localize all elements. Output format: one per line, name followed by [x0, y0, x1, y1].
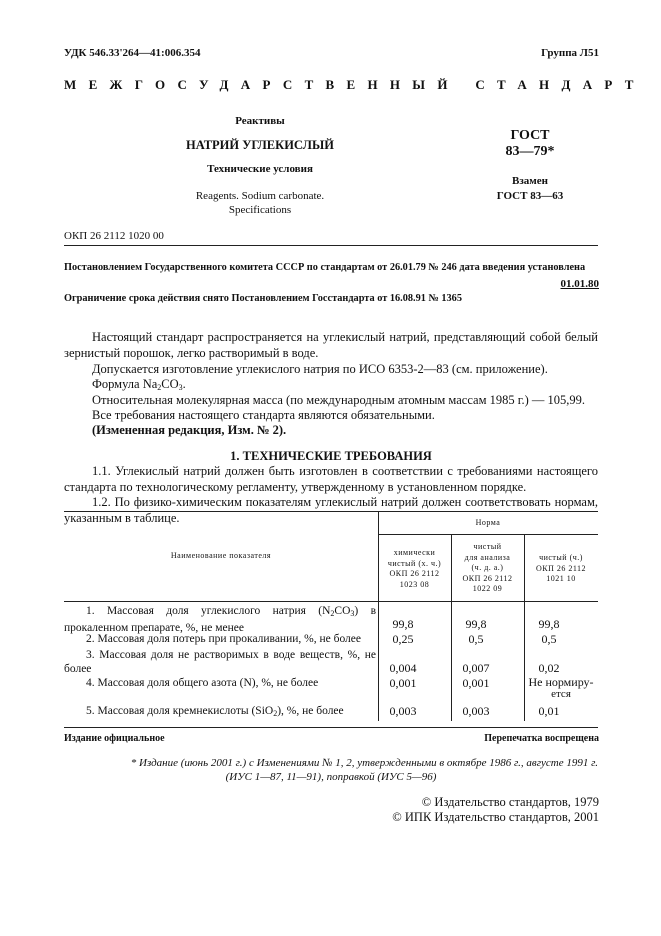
- edition-note-line-1: * Издание (июнь 2001 г.) с Изменениями № 1, 2, утвержденными в октябре 1986 г., августе 1991 г.: [130, 757, 598, 769]
- table-header-border: [64, 601, 598, 602]
- grade-1-line: чистый (х. ч.): [387, 558, 442, 568]
- intro-paragraph-2: Допускается изготовление углекислого натрия по ИСО 6353-2—83 (см. приложение).: [92, 362, 548, 376]
- grade-3-line: ОКП 26 2112: [535, 563, 587, 573]
- table-header-grade-3: [524, 553, 598, 585]
- edition-note-line-2: (ИУС 1—87, 11—91), поправкой (ИУС 5—96): [225, 771, 437, 783]
- table-row-1-name: [64, 604, 376, 635]
- row-5-name-a: 5. Массовая доля кремнекислоты (SiO: [86, 705, 274, 717]
- formula-mid: CO: [161, 377, 179, 391]
- row-1-sub-1: 2: [330, 609, 335, 618]
- table-header-grade-1: [378, 548, 451, 590]
- table-row-2-value-1: 0,25: [392, 632, 414, 646]
- table-row-4-value-3: [524, 676, 598, 700]
- grade-3-line: чистый (ч.): [539, 553, 583, 562]
- grade-2-line: 1022 09: [472, 584, 503, 593]
- grade-1-line: ОКП 26 2112: [389, 569, 440, 578]
- grade-2-line: ОКП 26 2112: [462, 573, 513, 583]
- formula-suffix: .: [182, 377, 186, 391]
- row-4-value-3-line-2: ется: [551, 688, 571, 700]
- table-row-3-value-2: 0,007: [462, 661, 490, 675]
- formula-prefix: Формула Na: [92, 377, 158, 391]
- copyright-2001: © ИПК Издательство стандартов, 2001: [392, 810, 599, 824]
- table-top-border: [64, 511, 598, 512]
- udk-code: УДК 546.33'264—41:006.354: [64, 47, 201, 59]
- row-1-name-b: CO: [334, 605, 351, 617]
- reprint-notice: Перепечатка воспрещена: [484, 733, 599, 744]
- table-row-1-value-1: 99,8: [392, 617, 414, 631]
- row-1-name-a: 1. Массовая доля углекислого натрия (N: [86, 605, 331, 617]
- okp-code: ОКП 26 2112 1020 00: [64, 230, 164, 242]
- table-row-5-value-1: 0,003: [389, 704, 417, 718]
- copyright-1979: © Издательство стандартов, 1979: [421, 795, 599, 809]
- grade-2-line: чистый: [473, 542, 502, 551]
- decree-text: Постановлением Государственного комитета СССР по стандартам от 26.01.79 № 246 дата введения установлена: [64, 262, 586, 273]
- table-row-1-value-2: 99,8: [465, 617, 487, 631]
- document-title: НАТРИЙ УГЛЕКИСЛЫЙ: [186, 138, 334, 152]
- grade-3-line: 1021 10: [546, 574, 576, 583]
- intro-revision-note: (Измененная редакция, Изм. № 2).: [92, 423, 287, 437]
- intro-paragraph-5: Все требования настоящего стандарта являются обязательными.: [92, 408, 435, 422]
- english-title-line1: Reagents. Sodium carbonate.: [195, 190, 325, 202]
- table-row-3-value-3: 0,02: [538, 661, 560, 675]
- replaces-label: Взамен: [512, 175, 548, 187]
- formula-sub-1: 2: [157, 383, 162, 392]
- group-code: Группа Л51: [541, 47, 599, 59]
- intro-paragraph-1: Настоящий стандарт распространяется на углекислый натрий, представляющий собой белый зернистый порошок, легко растворимый в воде.: [64, 330, 598, 360]
- limit-text: Ограничение срока действия снято Постановлением Госстандарта от 16.08.91 № 1365: [64, 293, 462, 304]
- table-row-4-value-1: 0,001: [389, 676, 417, 690]
- english-title-line2: Specifications: [228, 204, 292, 216]
- category-label: Реактивы: [235, 115, 285, 127]
- table-header-grade-2: [451, 542, 524, 595]
- table-bottom-border: [64, 727, 598, 728]
- table-row-5-value-3: 0,01: [538, 704, 560, 718]
- grade-2-line: для анализа: [464, 552, 511, 562]
- table-row-4-name: 4. Массовая доля общего азота (N), %, не более: [86, 677, 319, 689]
- grade-1-line: химически: [393, 548, 436, 557]
- table-row-1-value-3: 99,8: [538, 617, 560, 631]
- introduction-date: 01.01.80: [560, 278, 599, 290]
- table-row-3-name: 3. Массовая доля не растворимых в воде веществ, %, не более: [64, 649, 376, 675]
- clause-1-1: 1.1. Углекислый натрий должен быть изготовлен в соответствии с требованиями настоящего стандарта по технологическому регламенту, утвержденному в установленном порядке.: [64, 464, 598, 494]
- table-row-2-value-2: 0,5: [468, 632, 484, 646]
- replaces-gost: ГОСТ 83—63: [496, 190, 564, 202]
- table-norma-border: [378, 534, 598, 535]
- row-1-name-c: ) в прокаленном препарате, %, не менее: [64, 605, 376, 634]
- intro-paragraph-4: Относительная молекулярная масса (по международным атомным массам 1985 г.) — 105,99.: [92, 393, 586, 407]
- gost-label: ГОСТ: [510, 128, 550, 143]
- section-heading: 1. ТЕХНИЧЕСКИЕ ТРЕБОВАНИЯ: [230, 449, 432, 463]
- row-4-value-3-line-1: Не нормиру-: [528, 675, 594, 689]
- table-row-2-value-3: 0,5: [541, 632, 557, 646]
- document-subtitle: Технические условия: [207, 163, 313, 175]
- row-5-sub: 2: [273, 709, 278, 718]
- gost-number: 83—79*: [505, 144, 555, 159]
- table-header-norma: Норма: [475, 518, 501, 527]
- table-row-4-value-2: 0,001: [462, 676, 490, 690]
- formula-sub-2: 3: [178, 383, 183, 392]
- official-edition: Издание официальное: [64, 733, 165, 744]
- grade-2-line: (ч. д. а.): [471, 563, 504, 572]
- row-1-sub-2: 3: [350, 609, 355, 618]
- table-header-name: Наименование показателя: [170, 551, 272, 560]
- table-row-5-value-2: 0,003: [462, 704, 490, 718]
- divider: [64, 245, 598, 246]
- table-row-5-name: [64, 704, 376, 721]
- row-5-name-b: ), %, не более: [277, 705, 344, 717]
- clause-1-2: 1.2. По физико-химическим показателям углекислый натрий должен соответствовать нормам, указанным в таблице.: [64, 495, 598, 525]
- table-row-3-value-1: 0,004: [389, 661, 417, 675]
- grade-1-line: 1023 08: [399, 579, 430, 589]
- table-row-2-name: 2. Массовая доля потерь при прокаливании, %, не более: [86, 633, 361, 645]
- standard-banner: МЕЖГОСУДАРСТВЕННЫЙ СТАНДАРТ: [64, 77, 646, 92]
